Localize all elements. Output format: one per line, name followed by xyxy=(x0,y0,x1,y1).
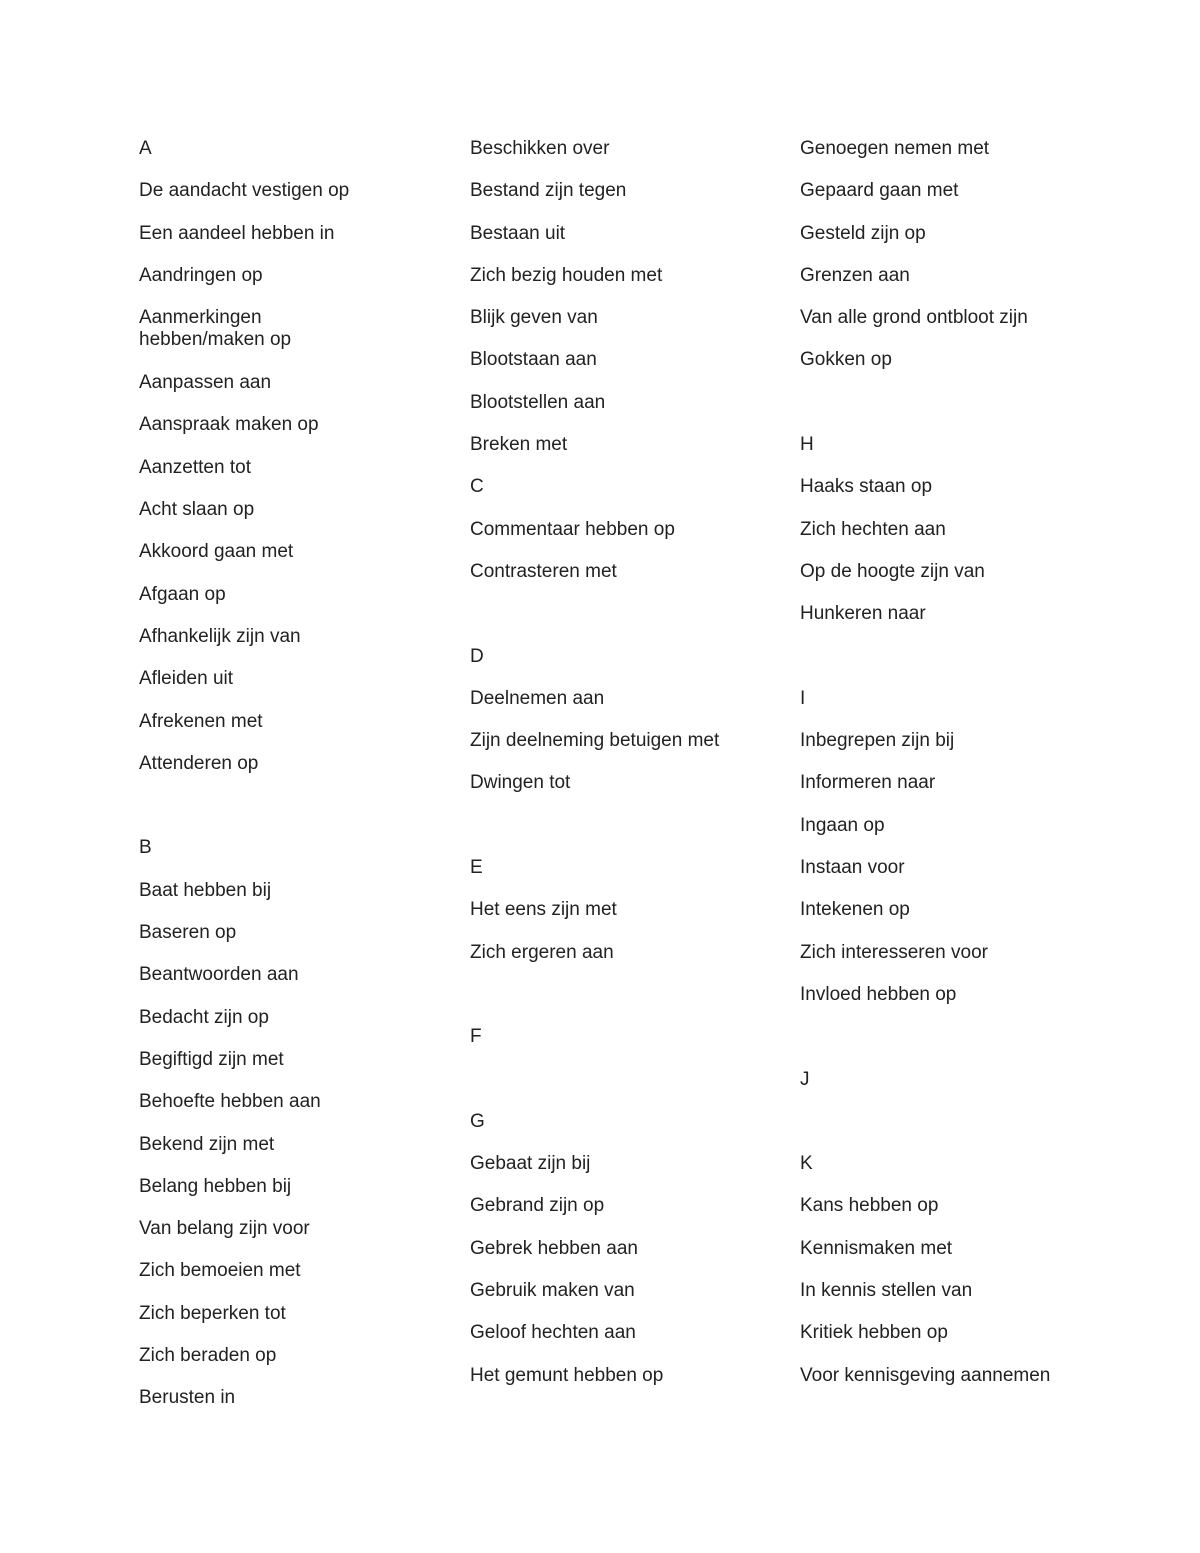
list-item: Gepaard gaan met xyxy=(800,180,959,202)
letter-heading-d: D xyxy=(470,645,484,667)
list-item: Afgaan op xyxy=(139,583,226,605)
list-item: Gokken op xyxy=(800,349,892,371)
list-item: Aandringen op xyxy=(139,264,263,286)
list-item: Beantwoorden aan xyxy=(139,964,299,986)
column-3 xyxy=(800,138,1120,1407)
list-item: Zich beperken tot xyxy=(139,1302,286,1324)
list-item: Behoefte hebben aan xyxy=(139,1091,321,1113)
list-item: Akkoord gaan met xyxy=(139,541,294,563)
list-item: Kans hebben op xyxy=(800,1195,939,1217)
list-item: Aanpassen aan xyxy=(139,372,272,394)
list-item: Dwingen tot xyxy=(470,772,571,794)
list-item: Het eens zijn met xyxy=(470,899,617,921)
letter-heading-i: I xyxy=(800,687,806,709)
list-item: Attenderen op xyxy=(139,752,259,774)
list-item: Aanmerkingen hebben/maken op xyxy=(139,307,292,351)
list-item: Gebruik maken van xyxy=(470,1280,635,1302)
list-item: Gebrek hebben aan xyxy=(470,1237,638,1259)
list-item: Geloof hechten aan xyxy=(470,1322,636,1344)
list-item: Haaks staan op xyxy=(800,476,933,498)
letter-heading-b: B xyxy=(139,837,152,859)
letter-heading-c: C xyxy=(470,476,484,498)
letter-heading-f: F xyxy=(470,1026,482,1048)
list-item: Bestaan uit xyxy=(470,222,566,244)
list-item: Invloed hebben op xyxy=(800,983,957,1005)
list-item: Baseren op xyxy=(139,922,237,944)
list-item: Baat hebben bij xyxy=(139,879,272,901)
list-item: Zich bemoeien met xyxy=(139,1260,301,1282)
list-item: Ingaan op xyxy=(800,814,885,836)
list-item: Van belang zijn voor xyxy=(139,1218,310,1240)
column-2 xyxy=(470,138,790,1407)
list-item: Gesteld zijn op xyxy=(800,222,926,244)
list-item: Afleiden uit xyxy=(139,668,234,690)
letter-heading-j: J xyxy=(800,1068,810,1090)
list-item: Zich bezig houden met xyxy=(470,264,663,286)
list-item: Berusten in xyxy=(139,1387,236,1409)
list-item: Aanzetten tot xyxy=(139,456,251,478)
list-item: Bestand zijn tegen xyxy=(470,180,627,202)
list-item: Contrasteren met xyxy=(470,560,617,582)
list-item: Blootstaan aan xyxy=(470,349,597,371)
list-item: In kennis stellen van xyxy=(800,1280,973,1302)
list-item: Breken met xyxy=(470,434,568,456)
list-item: Bedacht zijn op xyxy=(139,1006,269,1028)
list-item: Instaan voor xyxy=(800,857,905,879)
list-item: Het gemunt hebben op xyxy=(470,1364,664,1386)
list-item: Gebrand zijn op xyxy=(470,1195,605,1217)
list-item: Voor kennisgeving aannemen xyxy=(800,1364,1051,1386)
list-item: Een aandeel hebben in xyxy=(139,222,335,244)
list-item: Acht slaan op xyxy=(139,499,255,521)
letter-heading-h: H xyxy=(800,434,814,456)
list-item: Inbegrepen zijn bij xyxy=(800,730,955,752)
letter-heading-e: E xyxy=(470,857,483,879)
list-item: Zich interesseren voor xyxy=(800,941,988,963)
list-item: Zijn deelneming betuigen met xyxy=(470,730,720,752)
list-item: Zich ergeren aan xyxy=(470,941,614,963)
list-item: Deelnemen aan xyxy=(470,687,605,709)
letter-heading-g: G xyxy=(470,1110,485,1132)
list-item: Gebaat zijn bij xyxy=(470,1153,591,1175)
list-item: Op de hoogte zijn van xyxy=(800,560,985,582)
list-item: Bekend zijn met xyxy=(139,1133,275,1155)
list-item: Belang hebben bij xyxy=(139,1175,292,1197)
list-item: Afrekenen met xyxy=(139,710,263,732)
list-item: Zich hechten aan xyxy=(800,518,946,540)
list-item: Beschikken over xyxy=(470,138,610,159)
list-item: Commentaar hebben op xyxy=(470,518,675,540)
column-1 xyxy=(139,138,459,1430)
list-item: Informeren naar xyxy=(800,772,936,794)
letter-heading-k: K xyxy=(800,1153,813,1175)
list-item: Genoegen nemen met xyxy=(800,138,990,159)
list-item: Kritiek hebben op xyxy=(800,1322,948,1344)
list-item: Blijk geven van xyxy=(470,307,598,329)
list-item: Van alle grond ontbloot zijn xyxy=(800,307,1028,329)
list-item: Zich beraden op xyxy=(139,1345,277,1367)
list-item: Intekenen op xyxy=(800,899,910,921)
list-item: Afhankelijk zijn van xyxy=(139,625,301,647)
list-item: Aanspraak maken op xyxy=(139,414,319,436)
list-item: Blootstellen aan xyxy=(470,391,606,413)
list-item: Grenzen aan xyxy=(800,264,910,286)
list-item: Kennismaken met xyxy=(800,1237,953,1259)
list-item: Hunkeren naar xyxy=(800,603,926,625)
list-item: De aandacht vestigen op xyxy=(139,180,350,202)
letter-heading-a: A xyxy=(139,138,152,159)
list-item: Begiftigd zijn met xyxy=(139,1048,284,1070)
